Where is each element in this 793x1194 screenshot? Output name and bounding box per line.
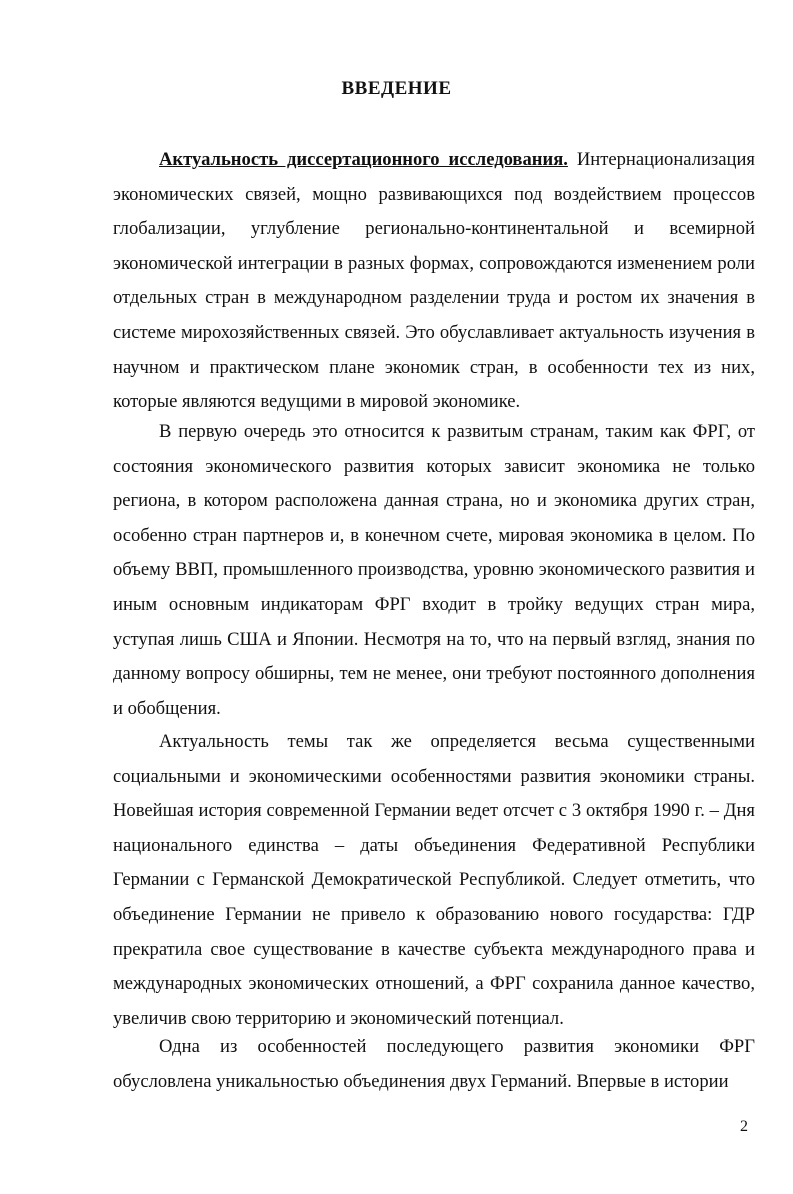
paragraph-text: Актуальность темы так же определяется весьма существенными социальными и экономическими особенностями развития экономики страны. Новейшая история современной Германии ведет отсчет с 3 октября 1990 г. – Дня национального единства – даты объединения Федеративной Республики Германии с Германской Демократической Республикой. Следует отметить, что объединение Германии не привело к образованию нового государства: ГДР прекратила свое существование в качестве субъекта международного права и международных экономических отношений, а ФРГ сохранила данное качество, увеличив свою территорию и экономический потенциал. (113, 731, 755, 1029)
paragraph-developed-countries (113, 415, 755, 726)
paragraph-text: Интернационализация экономических связей, мощно развивающихся под воздействием процессов глобализации, углубление регионально-континентальной и всемирной экономической интеграции в разных формах, сопровождаются изменением роли отдельных стран в международном разделении труда и ростом их значения в системе мирохозяйственных связей. Это обуславливает актуальность изучения в научном и практическом плане экономик стран, в особенности тех из них, которые являются ведущими в мировой экономике. (113, 149, 755, 413)
paragraph-unification (113, 1030, 755, 1099)
paragraph-topic-relevance (113, 725, 755, 1036)
page-title: ВВЕДЕНИЕ (341, 78, 452, 99)
paragraph-relevance (113, 143, 755, 420)
paragraph-lead: Актуальность диссертационного исследования. (159, 149, 568, 170)
page-number: 2 (740, 1118, 748, 1135)
paragraph-text: Одна из особенностей последующего развития экономики ФРГ обусловлена уникальностью объединения двух Германий. Впервые в истории (113, 1036, 755, 1092)
paragraph-text: В первую очередь это относится к развитым странам, таким как ФРГ, от состояния экономического развития которых зависит экономика не только региона, в котором расположена данная страна, но и экономика других стран, особенно стран партнеров и, в конечном счете, мировая экономика в целом. По объему ВВП, промышленного производства, уровню экономического развития и иным основным индикаторам ФРГ входит в тройку ведущих стран мира, уступая лишь США и Японии. Несмотря на то, что на первый взгляд, знания по данному вопросу обширны, тем не менее, они требуют постоянного дополнения и обобщения. (113, 421, 755, 719)
